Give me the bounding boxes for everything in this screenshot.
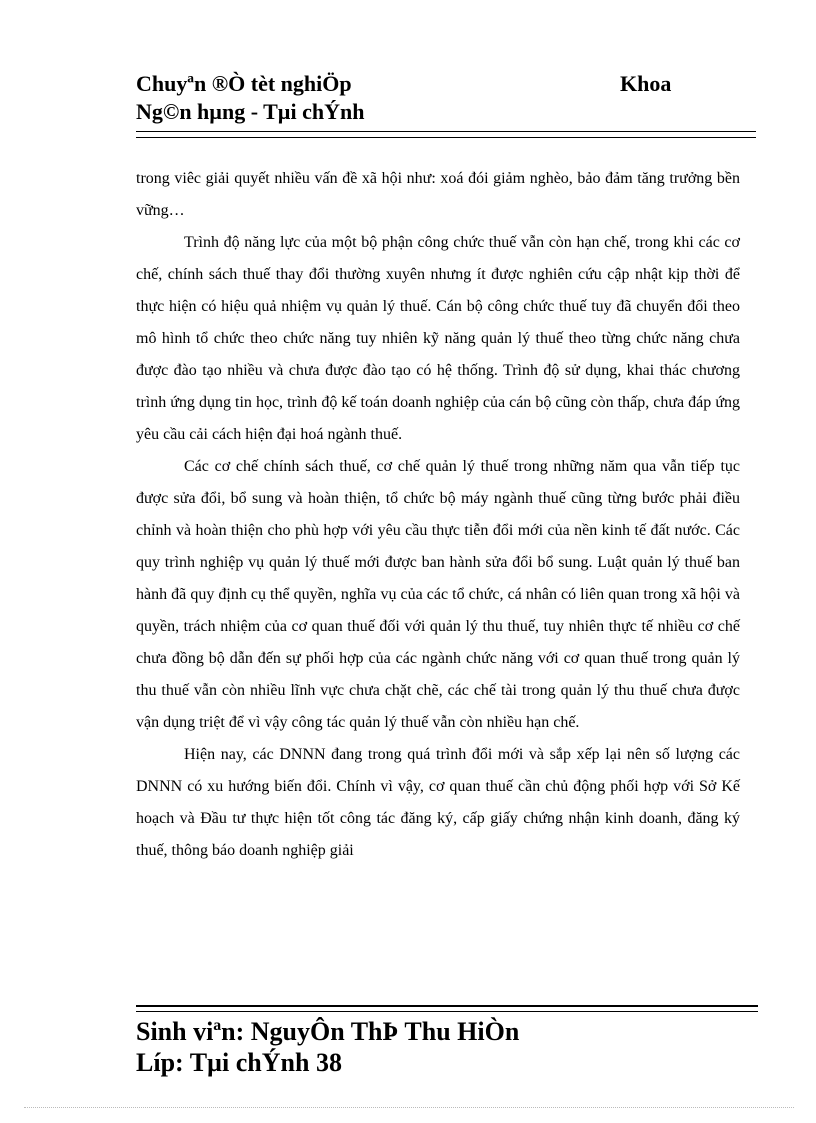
paragraph-1: trong viêc giải quyết nhiều vấn đề xã hội như: xoá đói giảm nghèo, bảo đảm tăng trưởng bền vững… xyxy=(136,170,740,219)
header-divider xyxy=(136,131,756,138)
footer-divider xyxy=(136,1005,758,1012)
document-body xyxy=(136,163,740,867)
footer-class: Líp: Tµi chÝnh 38 xyxy=(136,1048,342,1077)
page-header xyxy=(136,70,756,126)
header-title: Chuyªn ®Ò tèt nghiÖp xyxy=(136,71,352,96)
page-bottom-border xyxy=(24,1107,794,1108)
footer-student-name: Sinh viªn: NguyÔn ThÞ Thu HiÒn xyxy=(136,1017,520,1046)
paragraph-3: Các cơ chế chính sách thuế, cơ chế quản lý thuế trong những năm qua vẫn tiếp tục được sửa đổi, bổ sung và hoàn thiện, tổ chức bộ máy ngành thuế cũng từng bước phải điều chỉnh và hoàn thiện cho phù hợp với yêu cầu thực tiễn đổi mới của nền kinh tế đất nước. Các quy trình nghiệp vụ quản lý thuế mới được ban hành sửa đổi bổ sung. Luật quản lý thuế ban hành đã quy định cụ thể quyền, nghĩa vụ của các tổ chức, cá nhân có liên quan trong xã hội và quyền, trách nhiệm của cơ quan thuế đối với quản lý thu thuế, tuy nhiên thực tế nhiều cơ chế chưa đồng bộ dẫn đến sự phối hợp của các ngành chức năng với cơ quan thuế trong quản lý thu thuế vẫn còn nhiều lĩnh vực chưa chặt chẽ, các chế tài trong quản lý thu thuế chưa được vận dụng triệt để vì vậy công tác quản lý thuế vẫn còn nhiều hạn chế. xyxy=(136,458,740,731)
header-line-1 xyxy=(136,70,756,98)
paragraph-4: Hiện nay, các DNNN đang trong quá trình đổi mới và sắp xếp lại nên số lượng các DNNN có xu hướng biến đổi. Chính vì vậy, cơ quan thuế cần chủ động phối hợp với Sở Kế hoạch và Đầu tư thực hiện tốt công tác đăng ký, cấp giấy chứng nhận kinh doanh, đăng ký thuế, thông báo doanh nghiệp giải xyxy=(136,746,740,859)
page-footer xyxy=(136,1016,519,1078)
header-department: Ng©n hµng - Tµi chÝnh xyxy=(136,99,365,124)
paragraph-2: Trình độ năng lực của một bộ phận công chức thuế vẫn còn hạn chế, trong khi các cơ chế, chính sách thuế thay đổi thường xuyên nhưng ít được nghiên cứu cập nhật kịp thời để thực hiện có hiệu quả nhiệm vụ quản lý thuế. Cán bộ công chức thuế tuy đã chuyển đổi theo mô hình tổ chức theo chức năng tuy nhiên kỹ năng quản lý thuế theo từng chức năng chưa được đào tạo nhiều và chưa được đào tạo có hệ thống. Trình độ sử dụng, khai thác chương trình ứng dụng tin học, trình độ kế toán doanh nghiệp của cán bộ cũng còn thấp, chưa đáp ứng yêu cầu cải cách hiện đại hoá ngành thuế. xyxy=(136,234,740,443)
header-faculty: Khoa xyxy=(620,71,672,96)
